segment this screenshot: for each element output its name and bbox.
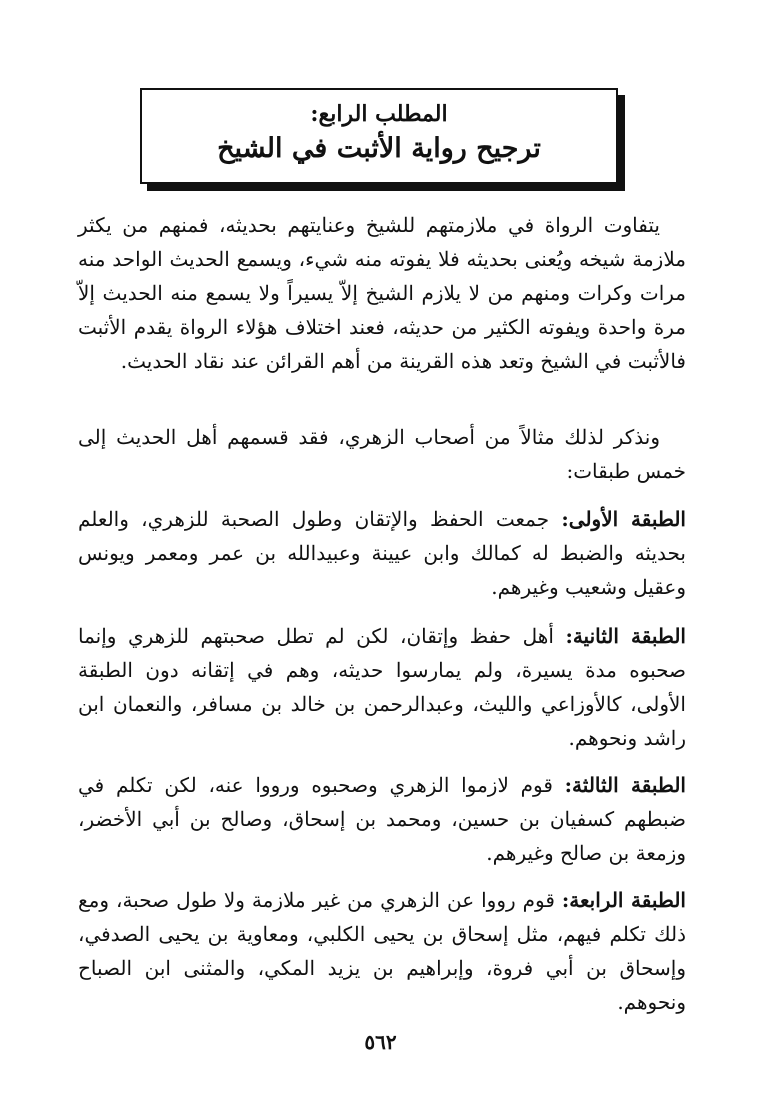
paragraph-tier-1 [78, 502, 686, 604]
paragraph-tier-2 [78, 619, 686, 755]
page-number: ٥٦٢ [364, 1030, 397, 1054]
tier-4-label: الطبقة الرابعة: [561, 888, 686, 912]
tier-2-label: الطبقة الثانية: [565, 624, 686, 648]
paragraph-intro-text: يتفاوت الرواة في ملازمتهم للشيخ وعنايتهم بحديثه، فمنهم من يكثر ملازمة شيخه ويُعنى بحديثه فلا يفوته منه شيء، ويسمع الحديث الواحد منه مرات وكرات ومنهم من لا يلازم الشيخ إلاّ يسيراً ولا يسمع منه الحديث إلاّ مرة واحدة ويفوته الكثير من حديثه، فعند اختلاف هؤلاء الرواة يقدم الأثبت فالأثبت في الشيخ وتعد هذه القرينة من أهم القرائن عند نقاد الحديث. [78, 213, 686, 373]
paragraph-intro [78, 208, 686, 378]
tier-2-text: أهل حفظ وإتقان، لكن لم تطل صحبتهم للزهري وإنما صحبوه مدة يسيرة، ولم يمارسوا حديثه، وهم في إتقانه دون الطبقة الأولى، كالأوزاعي والليث، وعبدالرحمن بن خالد بن مسافر، والنعمان ابن راشد ونحوهم. [78, 624, 686, 750]
tier-1-label: الطبقة الأولى: [561, 507, 686, 531]
section-title: ترجيح رواية الأثبت في الشيخ [217, 133, 541, 164]
section-label: المطلب الرابع: [310, 101, 448, 127]
tier-4-text: قوم رووا عن الزهري من غير ملازمة ولا طول صحبة، ومع ذلك تكلم فيهم، مثل إسحاق بن يحيى الكلبي، ومعاوية بن يحيى الصدفي، وإسحاق بن أبي فروة، وإبراهيم بن يزيد المكي، والمثنى ابن الصباح ونحوهم. [78, 888, 686, 1014]
paragraph-tier-4 [78, 883, 686, 1019]
paragraph-tier-3 [78, 768, 686, 870]
tier-1-text: جمعت الحفظ والإتقان وطول الصحبة للزهري، والعلم بحديثه والضبط له كمالك وابن عيينة وعبيدالله بن عمر ومعمر ويونس وعقيل وشعيب وغيرهم. [78, 507, 686, 599]
paragraph-example [78, 420, 686, 488]
paragraph-example-text: ونذكر لذلك مثالاً من أصحاب الزهري، فقد قسمهم أهل الحديث إلى خمس طبقات: [78, 425, 686, 483]
section-title-box [140, 88, 618, 184]
tier-3-text: قوم لازموا الزهري وصحبوه ورووا عنه، لكن تكلم في ضبطهم كسفيان بن حسين، ومحمد بن إسحاق، وصالح بن أبي الأخضر، وزمعة بن صالح وغيرهم. [78, 773, 686, 865]
tier-3-label: الطبقة الثالثة: [564, 773, 686, 797]
